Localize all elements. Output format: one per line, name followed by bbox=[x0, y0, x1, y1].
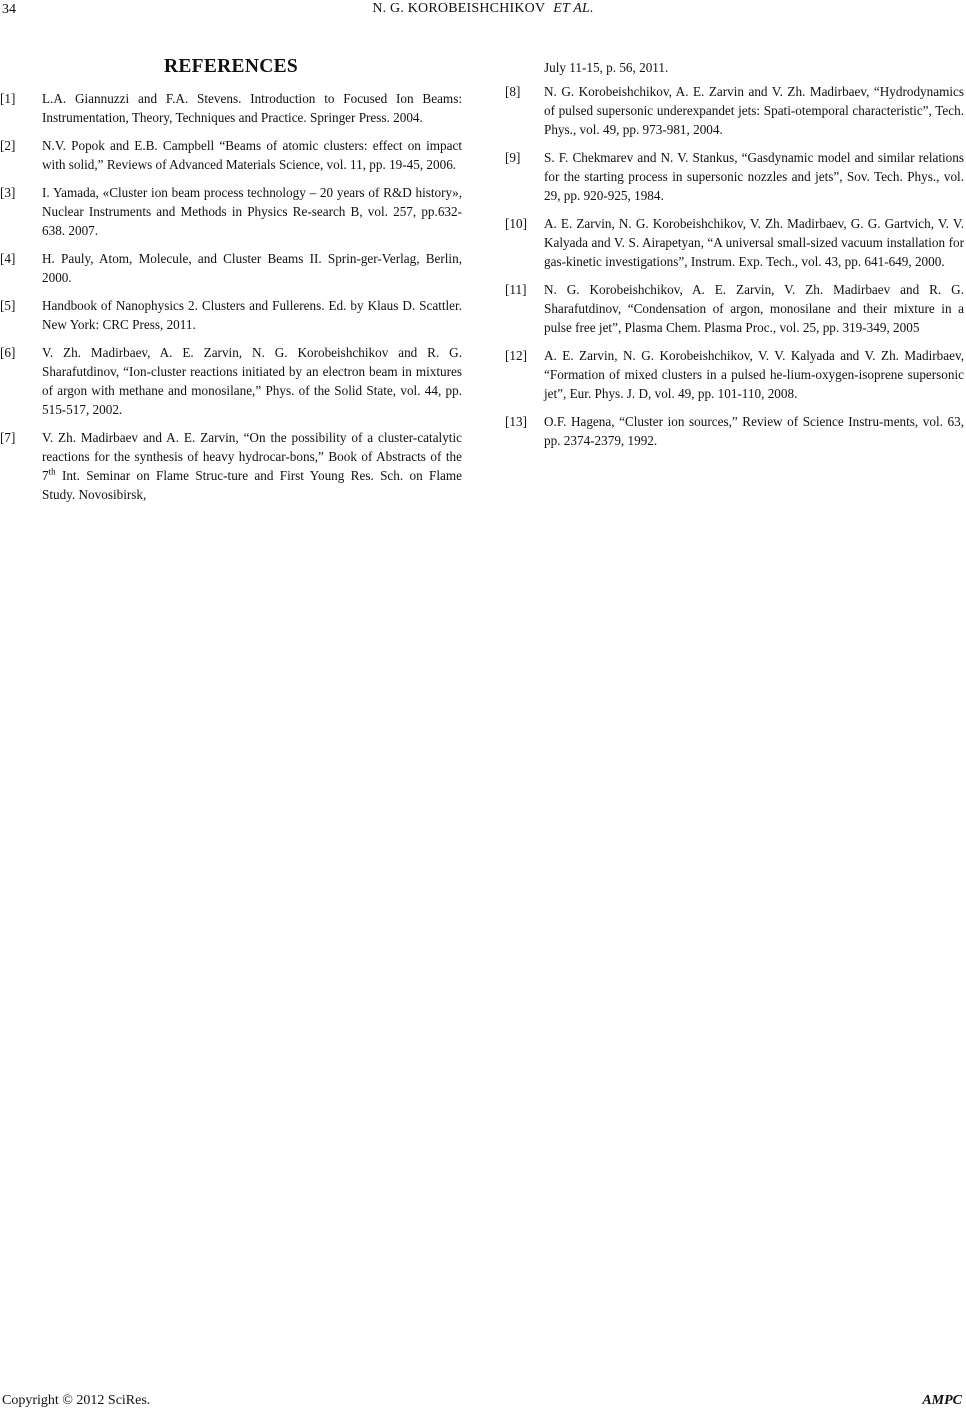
reference-item bbox=[505, 214, 964, 271]
reference-text: N.V. Popok and E.B. Campbell “Beams of atomic clusters: effect on impact with solid,” Reviews of Advanced Materials Science, vol. 11, pp. 19-45, 2006. bbox=[42, 138, 462, 172]
reference-number: [4] bbox=[0, 251, 16, 266]
reference-text: Handbook of Nanophysics 2. Clusters and Fullerens. Ed. by Klaus D. Scattler. New York: CRC Press, 2011. bbox=[42, 298, 462, 332]
left-column bbox=[0, 56, 462, 513]
right-column bbox=[505, 58, 964, 459]
reference-text: S. F. Chekmarev and N. V. Stankus, “Gasdynamic model and similar relations for the starting process in supersonic nozzles and jets”, Sov. Tech. Phys., vol. 29, pp. 920-925, 1984. bbox=[544, 150, 964, 203]
reference-text: A. E. Zarvin, N. G. Korobeishchikov, V. V. Kalyada and V. Zh. Madirbaev, “Formation of mixed clusters in a pulsed he-lium-oxygen-isoprene supersonic jet”, Eur. Phys. J. D, vol. 49, pp. 101-110, 2008. bbox=[544, 348, 964, 401]
journal-name: AMPC bbox=[922, 1393, 962, 1408]
reference-item bbox=[505, 148, 964, 205]
reference-text: A. E. Zarvin, N. G. Korobeishchikov, V. Zh. Madirbaev, G. G. Gartvich, V. V. Kalyada and V. S. Airapetyan, “A universal small-sized vacuum installation for gas-kinetic investigations”, Instrum. Exp. Tech., vol. 43, pp. 641-649, 2000. bbox=[544, 216, 964, 269]
superscript: th bbox=[48, 466, 56, 477]
running-head-et-al: ET AL. bbox=[553, 1, 594, 16]
reference-text-part: V. Zh. Madirbaev and A. E. Zarvin, “On the possibility of a cluster-catalytic reactions for the synthesis of heavy hydrocar-bons,” Book of Abstracts of the 7 bbox=[42, 430, 462, 483]
reference-text: O.F. Hagena, “Cluster ion sources,” Review of Science Instru-ments, vol. 63, pp. 2374-2379, 1992. bbox=[544, 414, 964, 448]
reference-number: [1] bbox=[0, 91, 16, 106]
reference-number: [10] bbox=[505, 216, 527, 231]
reference-number: [9] bbox=[505, 150, 521, 165]
reference-item bbox=[0, 249, 462, 287]
reference-continuation: July 11-15, p. 56, 2011. bbox=[544, 60, 669, 75]
reference-number: [11] bbox=[505, 282, 527, 297]
running-head bbox=[0, 1, 966, 17]
reference-item bbox=[505, 412, 964, 450]
reference-text: I. Yamada, «Cluster ion beam process technology – 20 years of R&D history», Nuclear Instruments and Methods in Physics Re-search B, vol. 257, pp.632-638. 2007. bbox=[42, 185, 462, 238]
reference-text: N. G. Korobeishchikov, A. E. Zarvin, V. Zh. Madirbaev and R. G. Sharafutdinov, “Condensation of argon, monosilane and their mixture in a pulse free jet”, Plasma Chem. Plasma Proc., vol. 25, pp. 319-349, 2005 bbox=[544, 282, 964, 335]
reference-number: [8] bbox=[505, 84, 521, 99]
reference-item bbox=[505, 82, 964, 139]
reference-item bbox=[0, 136, 462, 174]
running-head-authors: N. G. KOROBEISHCHIKOV bbox=[372, 1, 546, 16]
reference-number: [12] bbox=[505, 348, 527, 363]
reference-item bbox=[0, 343, 462, 419]
reference-item bbox=[0, 428, 462, 504]
reference-item bbox=[505, 280, 964, 337]
reference-text bbox=[42, 428, 462, 504]
reference-number: [5] bbox=[0, 298, 16, 313]
reference-text-part: Int. Seminar on Flame Struc-ture and First Young Res. Sch. on Flame Study. Novosibirsk, bbox=[42, 468, 462, 502]
copyright: Copyright © 2012 SciRes. bbox=[2, 1393, 151, 1408]
reference-number: [6] bbox=[0, 345, 16, 360]
reference-item bbox=[0, 296, 462, 334]
reference-number: [13] bbox=[505, 414, 527, 429]
reference-text: V. Zh. Madirbaev, A. E. Zarvin, N. G. Korobeishchikov and R. G. Sharafutdinov, “Ion-cluster reactions initiated by an electron beam in mixtures of argon with methane and monosilane,” Phys. of the Solid State, vol. 44, pp. 515-517, 2002. bbox=[42, 345, 462, 417]
reference-text: L.A. Giannuzzi and F.A. Stevens. Introduction to Focused Ion Beams: Instrumentation, Theory, Techniques and Practice. Springer Press. 2004. bbox=[42, 91, 462, 125]
reference-text: H. Pauly, Atom, Molecule, and Cluster Beams II. Sprin-ger-Verlag, Berlin, 2000. bbox=[42, 251, 462, 285]
references-title: REFERENCES bbox=[163, 56, 299, 77]
reference-number: [7] bbox=[0, 430, 16, 445]
reference-number: [2] bbox=[0, 138, 16, 153]
reference-number: [3] bbox=[0, 185, 16, 200]
reference-item bbox=[505, 346, 964, 403]
reference-item bbox=[0, 89, 462, 127]
reference-text: N. G. Korobeishchikov, A. E. Zarvin and V. Zh. Madirbaev, “Hydrodynamics of pulsed supersonic underexpandet jets: Spati-otemporal characteristic”, Tech. Phys., vol. 49, pp. 973-981, 2004. bbox=[544, 84, 964, 137]
page-number: 34 bbox=[2, 2, 16, 17]
reference-item bbox=[0, 183, 462, 240]
